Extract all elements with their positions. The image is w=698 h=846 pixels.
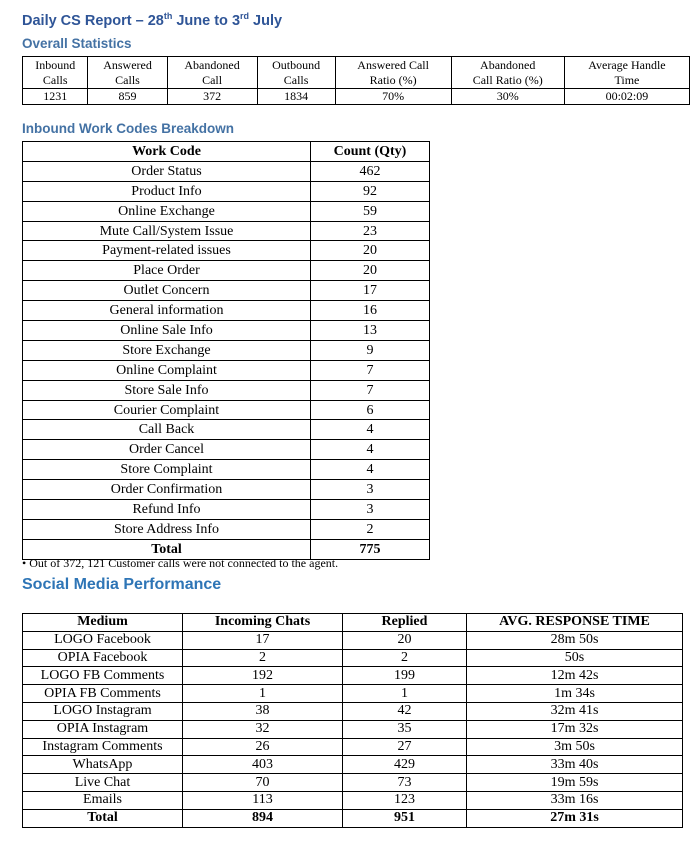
work-code-cell: Online Sale Info bbox=[23, 321, 311, 341]
value-average-handle-time: 00:02:09 bbox=[564, 89, 689, 105]
incoming-cell: 26 bbox=[183, 738, 343, 756]
table-row bbox=[23, 720, 683, 738]
work-code-cell: Order Confirmation bbox=[23, 480, 311, 500]
work-code-cell: Courier Complaint bbox=[23, 400, 311, 420]
header-answered-calls: Answered Calls bbox=[88, 57, 167, 89]
medium-cell: WhatsApp bbox=[23, 756, 183, 774]
count-cell: 462 bbox=[311, 161, 430, 181]
table-row bbox=[23, 360, 430, 380]
report-title: Daily CS Report – 28th June to 3rd July bbox=[22, 11, 283, 29]
response-time-cell: 50s bbox=[467, 649, 683, 667]
work-codes-table bbox=[22, 141, 430, 560]
value-abandoned-call: 372 bbox=[167, 89, 257, 105]
medium-cell: Instagram Comments bbox=[23, 738, 183, 756]
replied-cell: 20 bbox=[343, 631, 467, 649]
table-row bbox=[23, 631, 683, 649]
value-answered-calls: 859 bbox=[88, 89, 167, 105]
header-average-handle-time: Average Handle Time bbox=[564, 57, 689, 89]
work-code-cell: Payment-related issues bbox=[23, 241, 311, 261]
work-code-cell: Store Address Info bbox=[23, 519, 311, 539]
replied-cell: 42 bbox=[343, 702, 467, 720]
work-code-cell: Order Cancel bbox=[23, 440, 311, 460]
total-replied: 951 bbox=[343, 809, 467, 827]
incoming-cell: 32 bbox=[183, 720, 343, 738]
medium-cell: Live Chat bbox=[23, 774, 183, 792]
count-cell: 9 bbox=[311, 340, 430, 360]
incoming-cell: 1 bbox=[183, 685, 343, 703]
table-row bbox=[23, 221, 430, 241]
count-cell: 20 bbox=[311, 241, 430, 261]
value-outbound-calls: 1834 bbox=[257, 89, 335, 105]
header-inbound-calls: Inbound Calls bbox=[23, 57, 88, 89]
replied-cell: 1 bbox=[343, 685, 467, 703]
medium-cell: OPIA FB Comments bbox=[23, 685, 183, 703]
work-code-cell: Place Order bbox=[23, 261, 311, 281]
table-row bbox=[23, 301, 430, 321]
work-code-cell: Outlet Concern bbox=[23, 281, 311, 301]
replied-cell: 429 bbox=[343, 756, 467, 774]
medium-cell: LOGO FB Comments bbox=[23, 667, 183, 685]
total-response-time: 27m 31s bbox=[467, 809, 683, 827]
count-cell: 7 bbox=[311, 360, 430, 380]
header-outbound-calls: Outbound Calls bbox=[257, 57, 335, 89]
incoming-cell: 70 bbox=[183, 774, 343, 792]
header-replied: Replied bbox=[343, 614, 467, 632]
count-cell: 3 bbox=[311, 480, 430, 500]
response-time-cell: 12m 42s bbox=[467, 667, 683, 685]
replied-cell: 199 bbox=[343, 667, 467, 685]
response-time-cell: 28m 50s bbox=[467, 631, 683, 649]
table-header-row bbox=[23, 57, 690, 89]
header-avg-response-time: AVG. RESPONSE TIME bbox=[467, 614, 683, 632]
response-time-cell: 33m 40s bbox=[467, 756, 683, 774]
response-time-cell: 32m 41s bbox=[467, 702, 683, 720]
incoming-cell: 113 bbox=[183, 791, 343, 809]
header-answered-call-ratio: Answered Call Ratio (%) bbox=[335, 57, 451, 89]
total-label: Total bbox=[23, 809, 183, 827]
table-row bbox=[23, 181, 430, 201]
table-row bbox=[23, 460, 430, 480]
response-time-cell: 33m 16s bbox=[467, 791, 683, 809]
table-row bbox=[23, 420, 430, 440]
incoming-cell: 38 bbox=[183, 702, 343, 720]
incoming-cell: 403 bbox=[183, 756, 343, 774]
table-row bbox=[23, 400, 430, 420]
count-cell: 23 bbox=[311, 221, 430, 241]
table-row bbox=[23, 500, 430, 520]
work-code-cell: Mute Call/System Issue bbox=[23, 221, 311, 241]
count-cell: 16 bbox=[311, 301, 430, 321]
medium-cell: Emails bbox=[23, 791, 183, 809]
medium-cell: LOGO Facebook bbox=[23, 631, 183, 649]
overall-statistics-table bbox=[22, 56, 690, 105]
header-work-code: Work Code bbox=[23, 142, 311, 162]
work-code-cell: General information bbox=[23, 301, 311, 321]
work-code-cell: Order Status bbox=[23, 161, 311, 181]
table-row bbox=[23, 738, 683, 756]
count-cell: 59 bbox=[311, 201, 430, 221]
header-incoming-chats: Incoming Chats bbox=[183, 614, 343, 632]
work-code-cell: Call Back bbox=[23, 420, 311, 440]
count-cell: 3 bbox=[311, 500, 430, 520]
medium-cell: LOGO Instagram bbox=[23, 702, 183, 720]
work-code-cell: Product Info bbox=[23, 181, 311, 201]
count-cell: 7 bbox=[311, 380, 430, 400]
work-code-cell: Store Sale Info bbox=[23, 380, 311, 400]
table-row bbox=[23, 480, 430, 500]
count-cell: 2 bbox=[311, 519, 430, 539]
table-row bbox=[23, 89, 690, 105]
table-row bbox=[23, 261, 430, 281]
count-cell: 6 bbox=[311, 400, 430, 420]
work-code-cell: Online Exchange bbox=[23, 201, 311, 221]
header-abandoned-call-ratio: Abandoned Call Ratio (%) bbox=[451, 57, 564, 89]
total-row bbox=[23, 809, 683, 827]
table-row bbox=[23, 321, 430, 341]
count-cell: 4 bbox=[311, 440, 430, 460]
replied-cell: 2 bbox=[343, 649, 467, 667]
table-row bbox=[23, 667, 683, 685]
response-time-cell: 1m 34s bbox=[467, 685, 683, 703]
table-row bbox=[23, 685, 683, 703]
unconnected-calls-note: • Out of 372, 121 Customer calls were not connected to the agent. bbox=[22, 556, 339, 570]
value-abandoned-call-ratio: 30% bbox=[451, 89, 564, 105]
medium-cell: OPIA Facebook bbox=[23, 649, 183, 667]
count-cell: 13 bbox=[311, 321, 430, 341]
incoming-cell: 17 bbox=[183, 631, 343, 649]
replied-cell: 73 bbox=[343, 774, 467, 792]
social-media-heading: Social Media Performance bbox=[22, 576, 222, 593]
table-header-row bbox=[23, 142, 430, 162]
work-code-cell: Online Complaint bbox=[23, 360, 311, 380]
table-row bbox=[23, 791, 683, 809]
medium-cell: OPIA Instagram bbox=[23, 720, 183, 738]
table-row bbox=[23, 702, 683, 720]
overall-statistics-heading: Overall Statistics bbox=[22, 36, 132, 51]
header-count: Count (Qty) bbox=[311, 142, 430, 162]
table-row bbox=[23, 774, 683, 792]
total-count: 775 bbox=[311, 539, 430, 559]
value-inbound-calls: 1231 bbox=[23, 89, 88, 105]
total-label: Total bbox=[23, 539, 311, 559]
count-cell: 4 bbox=[311, 460, 430, 480]
response-time-cell: 19m 59s bbox=[467, 774, 683, 792]
count-cell: 20 bbox=[311, 261, 430, 281]
table-row bbox=[23, 380, 430, 400]
total-incoming: 894 bbox=[183, 809, 343, 827]
response-time-cell: 17m 32s bbox=[467, 720, 683, 738]
table-row bbox=[23, 519, 430, 539]
table-header-row bbox=[23, 614, 683, 632]
table-row bbox=[23, 161, 430, 181]
work-code-cell: Store Exchange bbox=[23, 340, 311, 360]
social-media-table bbox=[22, 613, 683, 828]
table-row bbox=[23, 440, 430, 460]
table-row bbox=[23, 649, 683, 667]
table-row bbox=[23, 756, 683, 774]
response-time-cell: 3m 50s bbox=[467, 738, 683, 756]
header-abandoned-call: Abandoned Call bbox=[167, 57, 257, 89]
work-code-cell: Store Complaint bbox=[23, 460, 311, 480]
table-row bbox=[23, 201, 430, 221]
replied-cell: 35 bbox=[343, 720, 467, 738]
replied-cell: 123 bbox=[343, 791, 467, 809]
header-medium: Medium bbox=[23, 614, 183, 632]
count-cell: 92 bbox=[311, 181, 430, 201]
table-row bbox=[23, 281, 430, 301]
incoming-cell: 192 bbox=[183, 667, 343, 685]
work-codes-heading: Inbound Work Codes Breakdown bbox=[22, 121, 235, 136]
table-row bbox=[23, 241, 430, 261]
count-cell: 4 bbox=[311, 420, 430, 440]
incoming-cell: 2 bbox=[183, 649, 343, 667]
replied-cell: 27 bbox=[343, 738, 467, 756]
table-row bbox=[23, 340, 430, 360]
count-cell: 17 bbox=[311, 281, 430, 301]
work-code-cell: Refund Info bbox=[23, 500, 311, 520]
value-answered-call-ratio: 70% bbox=[335, 89, 451, 105]
